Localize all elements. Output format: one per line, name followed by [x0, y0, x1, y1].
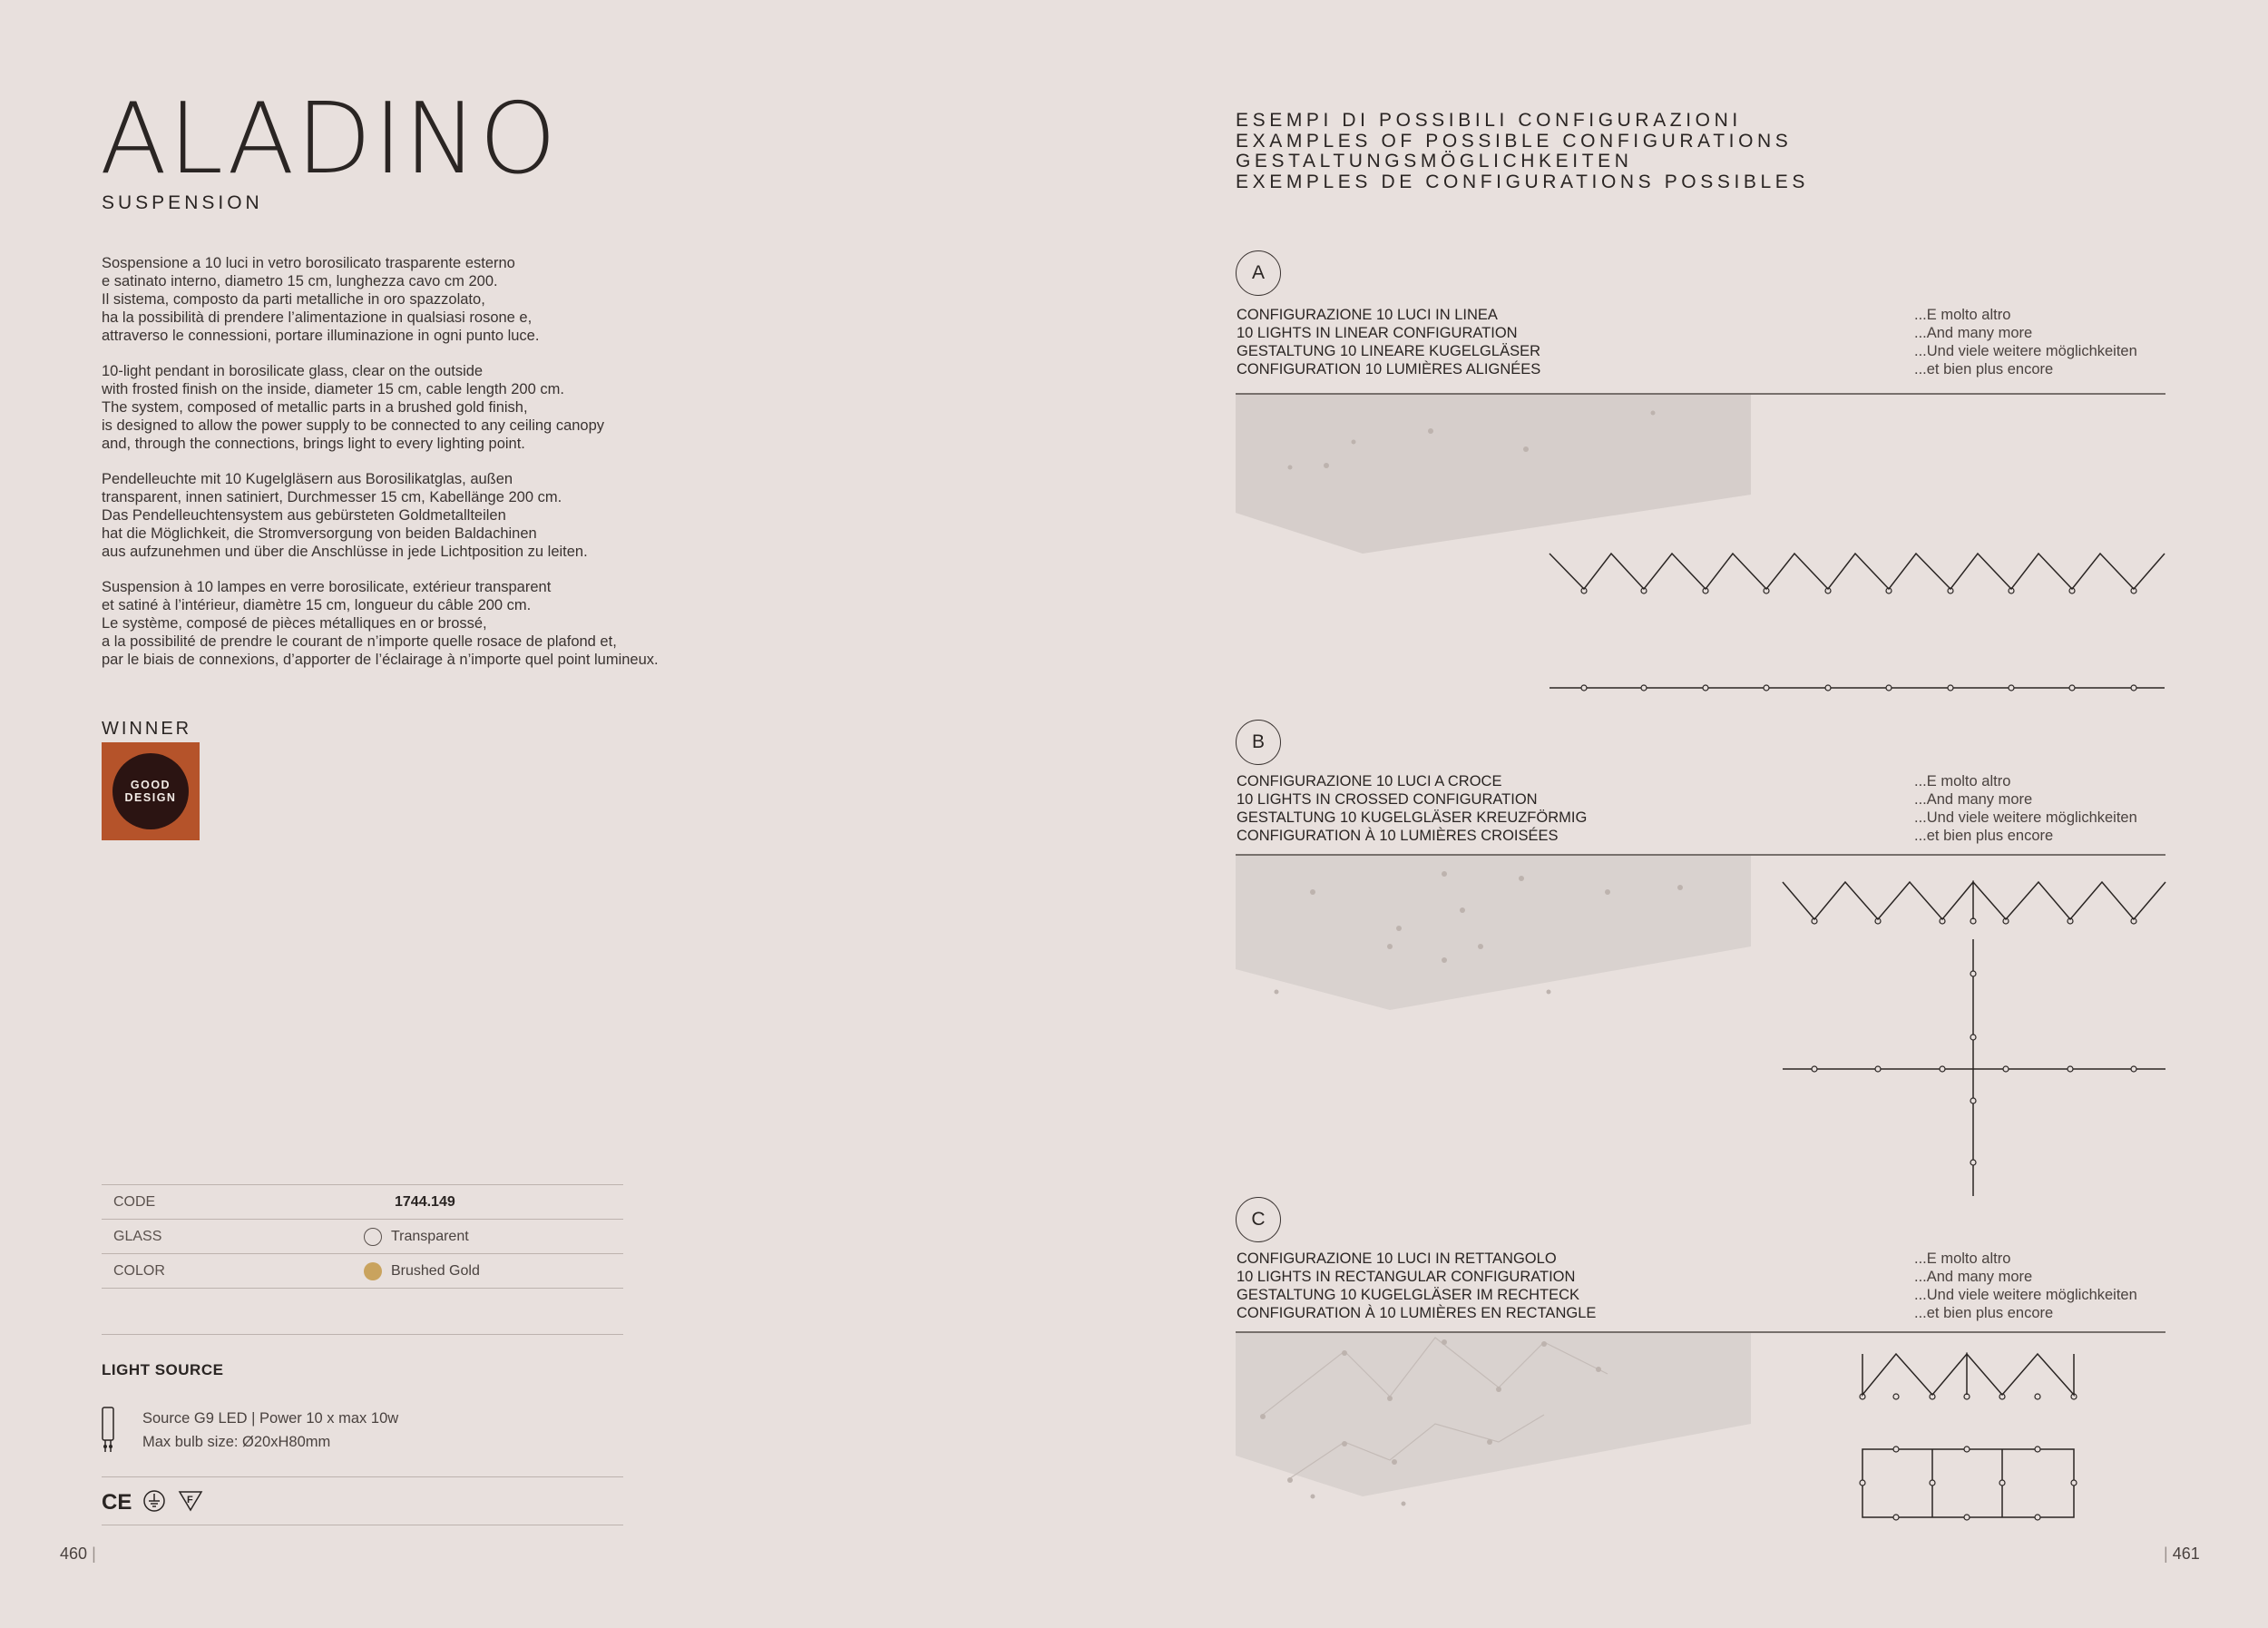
config-c-marker: C	[1236, 1197, 1281, 1242]
good-design-logo: GOOD DESIGN	[112, 753, 189, 829]
f-mark-icon	[178, 1490, 205, 1512]
config-a-zigzag-elevation	[1549, 548, 2166, 603]
config-c-title: CONFIGURAZIONE 10 LUCI IN RETTANGOLO 10 LIGHTS IN RECTANGULAR CONFIGURATION GESTALTUNG 10 KUGELGLÄSER IM RECHTECK CONFIGURATION À 10 LUMIÈRES EN RECTANGLE	[1237, 1250, 1597, 1321]
config-heading-de: GESTALTUNGSMÖGLICHKEITEN	[1236, 151, 1633, 172]
page-number-right: | 461	[2164, 1545, 2200, 1563]
product-type: SUSPENSION	[102, 192, 263, 213]
product-title: ALADINO	[100, 83, 559, 196]
description-de: Pendelleuchte mit 10 Kugelgläsern aus Borosilikatglas, außen transparent, innen satiniert, Durchmesser 15 cm, Kabellänge 200 cm. Das Pendelleuchtensystem aus gebürsteten Goldmetallteilen hat die Möglichkeit, die Stromversorgung von beiden Baldachinen aus aufzunehmen und über die Anschlüsse in jede Lichtposition zu leiten.	[102, 471, 588, 560]
svg-text:CE: CE	[102, 1490, 132, 1515]
award-label: WINNER	[102, 719, 192, 739]
spec-label: CODE	[113, 1193, 156, 1210]
light-source-line1: Source G9 LED | Power 10 x max 10w	[142, 1410, 399, 1427]
config-b-zigzag-elevation	[1783, 878, 2168, 933]
config-c-more: ...E molto altro ...And many more ...Und viele weitere möglichkeiten ...et bien plus encore	[1914, 1250, 2137, 1321]
glass-swatch	[364, 1228, 382, 1246]
spec-value: 1744.149	[395, 1193, 455, 1210]
spec-value: Transparent	[391, 1228, 469, 1244]
description-it: Sospensione a 10 luci in vetro borosilicato trasparente esterno e satinato interno, diametro 15 cm, lunghezza cavo cm 200. Il sistema, composto da parti metalliche in oro spazzolato, ha la possibilità di prendere l’alimentazione in qualsiasi rosone e, attraverso le connessioni, portare illuminazione in ogni punto luce.	[102, 255, 540, 344]
earth-class-icon	[142, 1488, 168, 1514]
config-c-rectangle-plan	[1860, 1445, 2082, 1526]
config-b-title: CONFIGURAZIONE 10 LUCI A CROCE 10 LIGHTS IN CROSSED CONFIGURATION GESTALTUNG 10 KUGELGLÄSER KREUZFÖRMIG CONFIGURATION À 10 LUMIÈRES CROISÉES	[1237, 773, 1588, 844]
good-design-badge	[102, 742, 200, 840]
config-a-render	[1236, 395, 1753, 558]
ce-mark-icon	[102, 1488, 131, 1514]
config-b-marker: B	[1236, 720, 1281, 765]
config-heading-it: ESEMPI DI POSSIBILI CONFIGURAZIONI	[1236, 110, 1742, 131]
light-source-text	[142, 1407, 398, 1454]
divider	[102, 1476, 623, 1477]
certifications	[102, 1488, 210, 1515]
description-en: 10-light pendant in borosilicate glass, clear on the outside with frosted finish on the inside, diameter 15 cm, cable length 200 cm. The system, composed of metallic parts in a brushed gold finish, is designed to allow the power supply to be connected to any ceiling canopy and, through the connections, brings light to every lighting point.	[102, 363, 605, 452]
config-heading	[1236, 111, 1809, 192]
light-source-line2: Max bulb size: Ø20xH80mm	[142, 1434, 331, 1450]
spec-row-glass	[102, 1219, 623, 1253]
spec-table	[102, 1184, 623, 1289]
spec-row-color	[102, 1253, 623, 1289]
bulb-g9-icon	[102, 1407, 116, 1456]
svg-text:F: F	[187, 1495, 193, 1505]
config-b-render	[1236, 856, 1753, 1019]
config-c-render	[1236, 1333, 1753, 1515]
config-a-marker: A	[1236, 250, 1281, 296]
color-swatch	[364, 1262, 382, 1280]
config-b-cross-plan	[1783, 939, 2168, 1198]
spec-value: Brushed Gold	[391, 1262, 480, 1279]
divider	[102, 1334, 623, 1335]
config-heading-fr: EXEMPLES DE CONFIGURATIONS POSSIBLES	[1236, 171, 1809, 192]
spec-row-code	[102, 1184, 623, 1219]
config-heading-en: EXAMPLES OF POSSIBLE CONFIGURATIONS	[1236, 130, 1793, 152]
config-a-more: ...E molto altro ...And many more ...Und viele weitere möglichkeiten ...et bien plus encore	[1914, 307, 2137, 378]
config-a-line-plan	[1549, 681, 2166, 695]
spec-label: COLOR	[113, 1262, 165, 1279]
config-a-title: CONFIGURAZIONE 10 LUCI IN LINEA 10 LIGHTS IN LINEAR CONFIGURATION GESTALTUNG 10 LINEARE KUGELGLÄSER CONFIGURATION 10 LUMIÈRES ALIGNÉES	[1237, 307, 1541, 378]
description-fr: Suspension à 10 lampes en verre borosilicate, extérieur transparent et satiné à l’intérieur, diamètre 15 cm, longueur du câble 200 cm. Le système, composé de pièces métalliques en or brossé, a la possibilité de prendre le courant de n’importe quelle rosace de plafond et, par le biais de connexions, d’apporter de l’éclairage à n’importe quel point lumineux.	[102, 579, 659, 668]
light-source-title: LIGHT SOURCE	[102, 1361, 224, 1378]
config-b-more: ...E molto altro ...And many more ...Und viele weitere möglichkeiten ...et bien plus encore	[1914, 773, 2137, 844]
page-number-left: 460 |	[60, 1545, 96, 1563]
config-c-zigzag-elevation	[1860, 1352, 2082, 1402]
spec-label: GLASS	[113, 1228, 162, 1244]
